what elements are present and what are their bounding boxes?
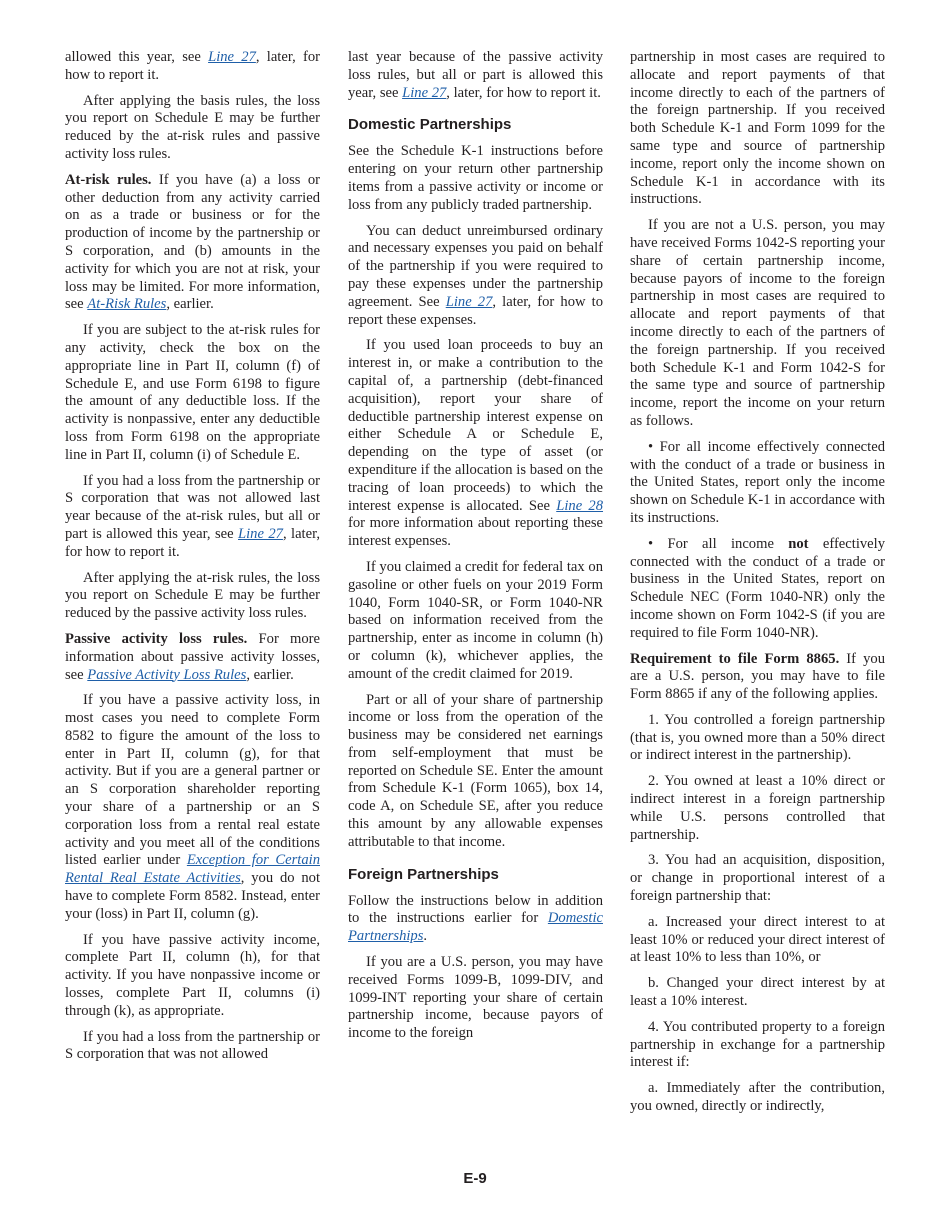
paragraph: If you had a loss from the partnership or S corporation that was not allowed last year because of the at-risk rules, but all or part is allowed this year, see Line 27, later, for how to report it. — [65, 472, 321, 560]
paragraph-at-risk-rules: At-risk rules. If you have (a) a loss or other deduction from any activity carried on as a trade or business or for the production of income by the partnership or S corporation, and (b) amounts in the activity for which you are not at risk, your loss may be limited. For more information, see At-Risk Rules, earlier. — [65, 171, 320, 313]
list-item: 3. You had an acquisition, disposition, or change in proportional interest of a foreign partnership that: — [630, 852, 885, 905]
paragraph: If you have a passive activity loss, in most cases you need to complete Form 8582 to figure the amount of the loss to enter in Part II, column (g), for that activity. But if you are a general partner or an S corporation shareholder reporting your share of a partnership or an S corporation loss from a rental real estate activity and you meet all of the conditions listed earlier under Exception for Certain Rental Real Estate Activities, you do not have to complete Form 8582. Instead, enter your (loss) in Part II, column (g). — [65, 692, 320, 922]
paragraph: After applying the at-risk rules, the loss you report on Schedule E may be further reduced by the passive activity loss rules. — [65, 569, 320, 622]
list-item: a. Immediately after the contribution, you owned, directly or indirectly, — [630, 1080, 885, 1115]
paragraph: partnership in most cases are required to allocate and report payments of that income directly to each of the partners of the foreign partnership. If you received both Schedule K-1 and Form 1099 for the same type and source of partnership income, report only the income shown on Schedule K-1 in accordance with its instructions. — [630, 49, 885, 208]
paragraph-passive-rules: Passive activity loss rules. For more information about passive activity losses, see Passive Activity Loss Rules, earlier. — [65, 630, 320, 683]
bullet-item: • For all income not effectively connected with the conduct of a trade or business in the United States, report on Schedule NEC (Form 1040-NR) only the income shown on Form 1042-S (if you are required to file Form 1040-NR). — [630, 535, 885, 641]
link-line-28[interactable]: Line 28 — [556, 497, 604, 514]
paragraph: See the Schedule K-1 instructions before entering on your return other partnership items from a passive activity or income or loss from any publicly traded partnership. — [348, 143, 603, 213]
link-domestic-partnerships[interactable]: Domestic Partnerships — [348, 910, 603, 945]
link-line-27[interactable]: Line 27 — [402, 84, 447, 101]
paragraph: If you used loan proceeds to buy an interest in, or make a contribution to the capital of, a partnership (debt-financed acquisition), report your share of deductible partnership interest expense on either Schedule A or Schedule E, depending on the type of asset (or expenditure if the allocation is based on the tracing of loan proceeds) to which the interest expense is allocated. See Line 28 for more information about reporting these interest expenses. — [348, 337, 604, 550]
section-heading-domestic-partnerships: Domestic Partnerships — [348, 116, 512, 134]
paragraph: If you are a U.S. person, you may have received Forms 1099-B, 1099-DIV, and 1099-INT reporting your share of certain partnership income, because payors of income to the foreign — [348, 954, 603, 1042]
list-item: 1. You controlled a foreign partnership (that is, you owned more than a 50% direct or indirect interest in the partnership). — [630, 711, 885, 764]
list-item: 2. You owned at least a 10% direct or indirect interest in a foreign partnership while U.S. persons controlled that partnership. — [630, 773, 885, 843]
link-at-risk-rules[interactable]: At-Risk Rules — [87, 296, 167, 313]
column-3 — [630, 49, 885, 1124]
list-item: b. Changed your direct interest by at least a 10% interest. — [630, 975, 885, 1010]
run-in-heading: Passive activity loss rules. — [65, 630, 248, 647]
paragraph-form-8865: Requirement to file Form 8865. If you are a U.S. person, you may have to file Form 8865 if any of the following applies. — [630, 650, 885, 703]
link-line-27[interactable]: Line 27 — [238, 525, 283, 542]
link-exception-rental[interactable]: Exception for Certain Rental Real Estate Activities — [65, 852, 320, 887]
link-line-27[interactable]: Line 27 — [445, 293, 493, 310]
section-heading-foreign-partnerships: Foreign Partnerships — [348, 865, 499, 883]
run-in-heading: At-risk rules. — [65, 171, 152, 188]
list-item: a. Increased your direct interest to at least 10% or reduced your direct interest of at least 10% to less than 10%, or — [630, 913, 885, 966]
paragraph: Follow the instructions below in addition to the instructions earlier for Domestic Partnerships. — [348, 892, 603, 945]
paragraph: If you had a loss from the partnership or S corporation that was not allowed — [65, 1028, 320, 1063]
bullet-item: • For all income effectively connected with the conduct of a trade or business in the United States, report only the income shown on Schedule K-1 in accordance with its instructions. — [630, 438, 885, 526]
run-in-heading: Requirement to file Form 8865. — [630, 650, 840, 667]
bullet-icon: • — [648, 535, 654, 552]
paragraph: last year because of the passive activity loss rules, but all or part is allowed this year, see Line 27, later, for how to report it. — [348, 49, 603, 101]
link-passive-activity-loss-rules[interactable]: Passive Activity Loss Rules — [87, 666, 247, 683]
list-item: 4. You contributed property to a foreign partnership in exchange for a partnership interest if: — [630, 1018, 885, 1071]
page-number: E-9 — [463, 1170, 487, 1187]
paragraph: If you have passive activity income, complete Part II, column (h), for that activity. If you have nonpassive income or losses, complete Part II, columns (i) through (k), as appropriate. — [65, 931, 320, 1019]
link-line-27[interactable]: Line 27 — [208, 49, 256, 65]
column-2 — [348, 49, 603, 1051]
paragraph: If you claimed a credit for federal tax on gasoline or other fuels on your 2019 Form 1040, Form 1040-SR, or Form 1040-NR based on information received from the partnership, enter as income in column (h) or column (k), whichever applies, the amount of the credit claimed for 2019. — [348, 558, 603, 682]
bullet-icon: • — [648, 438, 654, 455]
paragraph: After applying the basis rules, the loss you report on Schedule E may be further reduced by the at-risk rules and passive activity loss rules. — [65, 92, 320, 162]
paragraph: allowed this year, see Line 27, later, for how to report it. — [65, 49, 321, 83]
paragraph: Part or all of your share of partnership income or loss from the operation of the business may be considered net earnings from self-employment that must be reported on Schedule SE. Enter the amount from Schedule K-1 (Form 1065), box 14, code A, on Schedule SE, after you reduce this amount by any allowable expenses attributable to that income. — [348, 691, 603, 850]
paragraph: You can deduct unreimbursed ordinary and necessary expenses you paid on behalf of the partnership if you were required to pay these expenses under the partnership agreement. See Line 27, later, for how to report these expenses. — [348, 222, 603, 328]
column-1 — [65, 49, 320, 1072]
paragraph: If you are not a U.S. person, you may have received Forms 1042-S reporting your share of certain partnership income, because payors of income to the foreign partnership in most cases are required to allocate and report payments of that income directly to each of the partners of the foreign partnership. If you received both Schedule K-1 and Form 1042-S for the same type and source of partnership income, report the income on your return as follows. — [630, 217, 885, 429]
paragraph: If you are subject to the at-risk rules for any activity, check the box on the appropriate line in Part II, column (f) of Schedule E, and use Form 6198 to figure the amount of any deductible loss. If the activity is nonpassive, enter any deductible loss from Form 6198 on the appropriate line in Part II, column (i) of Schedule E. — [65, 322, 320, 463]
